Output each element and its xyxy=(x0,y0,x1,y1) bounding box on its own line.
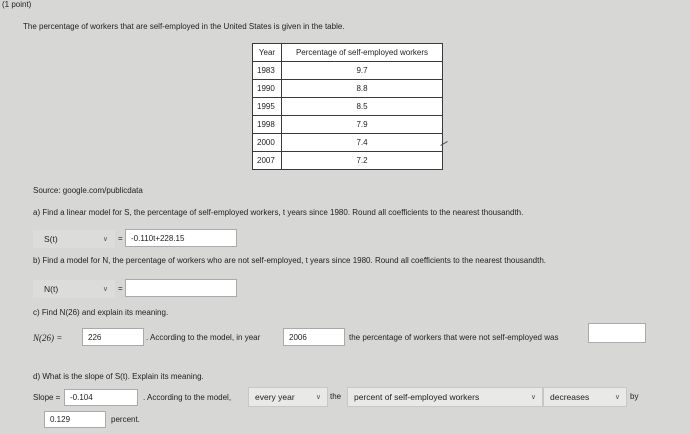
table-row xyxy=(253,98,443,116)
slope-label: Slope = xyxy=(33,393,61,402)
table-row xyxy=(253,116,443,134)
direction-value: decreases xyxy=(550,392,590,402)
year-header: Year xyxy=(253,44,282,62)
part-c-percent-input[interactable] xyxy=(588,323,646,343)
chevron-down-icon: ∨ xyxy=(614,394,620,401)
part-d-by: by xyxy=(630,392,639,401)
chevron-down-icon: ∨ xyxy=(102,286,108,293)
slope-input[interactable]: -0.104 xyxy=(64,389,138,406)
table-row xyxy=(253,62,443,80)
equals-sign: = xyxy=(118,234,123,243)
equals-sign: = xyxy=(118,284,123,293)
part-c-text-1: . According to the model, in year xyxy=(146,333,261,342)
part-c-value-input[interactable]: 226 xyxy=(82,328,144,346)
table-row xyxy=(253,134,443,152)
problem-intro: The percentage of workers that are self-employed in the United States is given in the table. xyxy=(23,22,345,31)
percentage-header: Percentage of self-employed workers xyxy=(282,44,443,62)
table-cell-value: 8.8 xyxy=(282,80,443,98)
part-c-prompt: c) Find N(26) and explain its meaning. xyxy=(33,308,169,317)
quantity-value: percent of self-employed workers xyxy=(354,392,480,402)
part-c-year-input[interactable]: 2006 xyxy=(283,328,345,346)
table-row xyxy=(253,152,443,170)
table-cell-value: 8.5 xyxy=(282,98,443,116)
part-a-answer-input[interactable]: -0.110t+228.15 xyxy=(125,229,237,247)
chevron-down-icon: ∨ xyxy=(102,236,108,243)
table-cell-value: 7.4 xyxy=(282,134,443,152)
part-d-prompt: d) What is the slope of S(t). Explain its meaning. xyxy=(33,372,204,381)
part-b-answer-input[interactable] xyxy=(125,279,237,297)
direction-select[interactable] xyxy=(543,387,627,407)
part-d-text-1: . According to the model, xyxy=(143,393,232,402)
part-c-text-2: the percentage of workers that were not self-employed was xyxy=(349,333,559,342)
data-table xyxy=(252,43,443,170)
chevron-down-icon: ∨ xyxy=(315,394,321,401)
points-label: (1 point) xyxy=(2,0,32,9)
table-header-row xyxy=(253,44,443,62)
table-cell-year: 1983 xyxy=(253,62,282,80)
table-cell-value: 7.9 xyxy=(282,116,443,134)
table-cell-value: 9.7 xyxy=(282,62,443,80)
table-cell-value: 7.2 xyxy=(282,152,443,170)
table-cell-year: 1998 xyxy=(253,116,282,134)
quantity-select[interactable] xyxy=(347,387,543,407)
chevron-down-icon: ∨ xyxy=(530,394,536,401)
amount-input[interactable]: 0.129 xyxy=(44,411,106,428)
time-period-select[interactable] xyxy=(248,387,328,407)
part-b-prompt: b) Find a model for N, the percentage of workers who are not self-employed, t years since 1980. Round all coefficients to the nearest thousandth. xyxy=(33,256,547,265)
percent-unit-label: percent. xyxy=(111,415,140,424)
part-b-function-select[interactable] xyxy=(33,280,115,298)
part-a-prompt: a) Find a linear model for S, the percentage of self-employed workers, t years since 1980. Round all coefficients to the nearest thousandth. xyxy=(33,208,524,217)
source-label: Source: google.com/publicdata xyxy=(33,186,143,195)
table-cell-year: 1990 xyxy=(253,80,282,98)
part-b-select-value: N(t) xyxy=(44,284,59,294)
time-period-value: every year xyxy=(255,392,295,402)
table-cell-year: 1995 xyxy=(253,98,282,116)
table-cell-year: 2007 xyxy=(253,152,282,170)
part-a-select-value: S(t) xyxy=(44,234,58,244)
part-d-the: the xyxy=(330,392,342,401)
part-a-function-select[interactable] xyxy=(33,230,115,248)
table-row xyxy=(253,80,443,98)
table-cell-year: 2000 xyxy=(253,134,282,152)
part-c-lhs: N(26) = xyxy=(33,333,63,343)
